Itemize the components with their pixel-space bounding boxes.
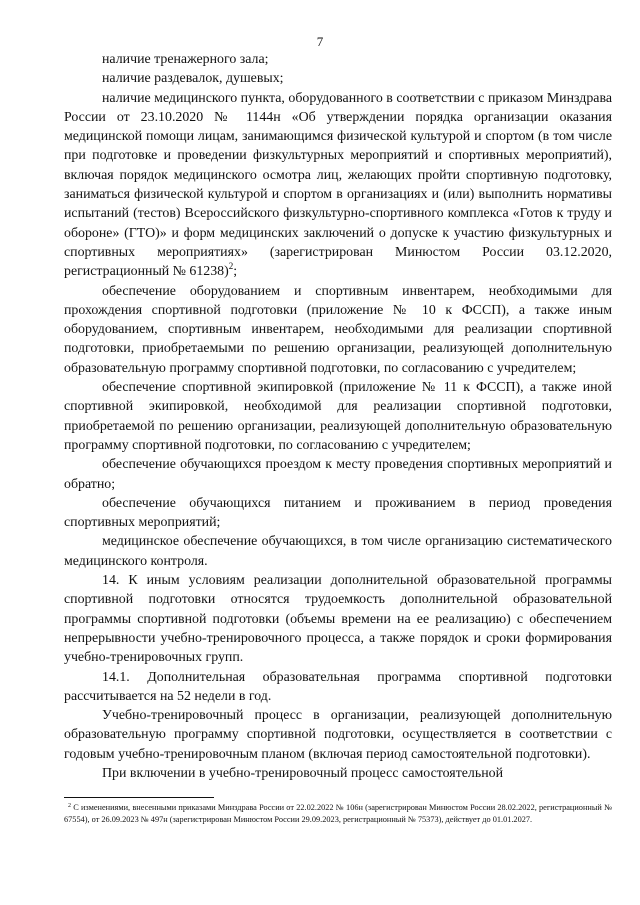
paragraph-meals: обеспечение обучающихся питанием и проживанием в период проведения спортивных мероприятий; xyxy=(64,495,612,531)
paragraph-changing-rooms: наличие раздевалок, душевых; xyxy=(102,71,284,87)
paragraph-self-training: При включении в учебно-тренировочный процесс самостоятельной xyxy=(102,765,504,781)
paragraph-equipment: обеспечение оборудованием и спортивным инвентарем, необходимыми для прохождения спортивной подготовки (приложение № 10 к ФССП), а также иным оборудованием, спортивным инвентарем, необходимыми для реализации спортивной подготовки, приобретаемыми по решению организации, реализующей дополнительную образовательную программу спортивной подготовки, по согласованию с учредителем; xyxy=(64,283,612,376)
paragraph-medical-support: медицинское обеспечение обучающихся, в том числе организацию систематического медицинского контроля. xyxy=(64,534,612,569)
footnote-text: С изменениями, внесенными приказами Минздрава России от 22.02.2022 № 106н (зарегистрирован Минюстом России 28.02.2022, регистрационный № 67554), от 26.09.2023 № 497н (зарегистрирован Минюстом России 29.09.2023, регистрационный № 75373), действует до 01.01.2027. xyxy=(64,803,612,825)
document-body xyxy=(64,50,612,783)
footnote-marker: 2 xyxy=(68,803,71,809)
footnote-reference-suffix: ; xyxy=(233,264,238,280)
footnote-reference: 2 xyxy=(228,261,234,272)
footnote xyxy=(64,802,612,826)
page-number: 7 xyxy=(316,34,324,49)
paragraph-medical-point-text: наличие медицинского пункта, оборудованного в соответствии с приказом Минздрава России от 23.10.2020 № 1144н «Об утверждении порядка организации оказания медицинской помощи лицам, занимающимся физической культурой и спортом (в том числе при подготовке и проведении физкультурных мероприятий и спортивных мероприятий), включая порядок медицинского осмотра лиц, желающих пройти спортивную подготовку, заниматься физической культурой и спортом в организациях и (или) выполнить нормативы испытаний (тестов) Всероссийского физкультурно-спортивного комплекса «Готов к труду и обороне» (ГТО)» и форм медицинских заключений о допуске к участию физкультурных и спортивных мероприятиях» (зарегистрирован Минюстом России 03.12.2020, регистрационный № 61238) xyxy=(64,90,612,280)
paragraph-travel: обеспечение обучающихся проездом к месту проведения спортивных мероприятий и обратно; xyxy=(64,457,612,492)
paragraph-14-1: 14.1. Дополнительная образовательная программа спортивной подготовки рассчитывается на 52 недели в год. xyxy=(64,669,612,704)
paragraph-medical-point xyxy=(64,89,612,282)
paragraph-sports-gear: обеспечение спортивной экипировкой (приложение № 11 к ФССП), а также иной спортивной экипировкой, необходимой для реализации спортивной подготовки, приобретаемой по решению организации, реализующей дополнительную образовательную программу спортивной подготовки, по согласованию с учредителем; xyxy=(64,380,612,453)
footnote-divider xyxy=(64,797,214,798)
paragraph-gym: наличие тренажерного зала; xyxy=(102,52,269,67)
paragraph-training-process: Учебно-тренировочный процесс в организации, реализующей дополнительную образовательную программу спортивной подготовки, осуществляется в соответствии с годовым учебно-тренировочным планом (включая период самостоятельной подготовки). xyxy=(64,708,612,762)
paragraph-14: 14. К иным условиям реализации дополнительной образовательной программы спортивной подготовки относятся трудоемкость дополнительной образовательной программы спортивной подготовки (объемы времени на ее реализацию) с обеспечением непрерывности учебно-тренировочного процесса, а также порядок и сроки формирования учебно-тренировочных групп. xyxy=(64,573,612,666)
